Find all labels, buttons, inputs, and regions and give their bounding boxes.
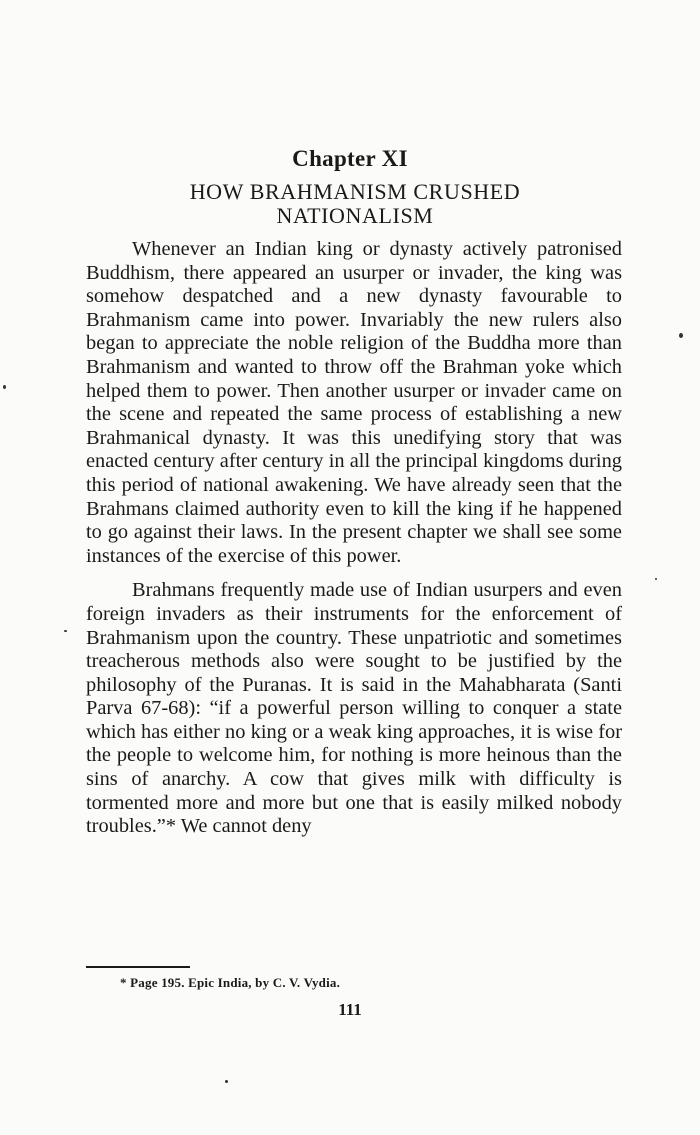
scan-speck	[64, 630, 67, 632]
chapter-title: HOW BRAHMANISM CRUSHED NATIONALISM	[189, 179, 521, 228]
scan-speck	[655, 578, 657, 580]
paragraph-2: Brahmans frequently made use of Indian usurpers and even foreign invaders as their instruments for the enforcement of Brahmanism upon the country. These unpatriotic and sometimes treacherous methods also were sought to be justified by the philosophy of the Puranas. It is said in the Mahabharata (Santi Parva 67-68): “if a powerful person willing to conquer a state which has either no king or a weak king approaches, it is wise for the people to welcome him, for nothing is more heinous than the sins of anarchy. A cow that gives milk with difficulty is tormented more and more but one that is easily milked nobody troubles.”* We cannot deny	[86, 579, 622, 838]
body-text	[86, 238, 622, 839]
footnote-rule	[86, 966, 190, 968]
scan-speck	[3, 385, 6, 389]
page-number: 111	[338, 1000, 362, 1019]
scan-speck	[679, 333, 683, 338]
paragraph-1: Whenever an Indian king or dynasty actively patronised Buddhism, there appeared an usurper or invader, the king was somehow despatched and a new dynasty favourable to Brahmanism came into power. Invariably the new rulers also began to appreciate the noble religion of the Buddha more than Brahmanism and wanted to throw off the Brahman yoke which helped them to power. Then another usurper or invader came on the scene and repeated the same process of establishing a new Brahmanical dynasty. It was this unedifying story that was enacted century after century in all the principal kingdoms during this period of national awakening. We have already seen that the Brahmans claimed authority even to kill the king if he happened to go against their laws. In the present chapter we shall see some instances of the exercise of this power.	[86, 238, 622, 567]
scan-speck	[225, 1080, 228, 1083]
chapter-label: Chapter XI	[292, 146, 408, 171]
footnote: * Page 195. Epic India, by C. V. Vydia.	[120, 975, 341, 990]
